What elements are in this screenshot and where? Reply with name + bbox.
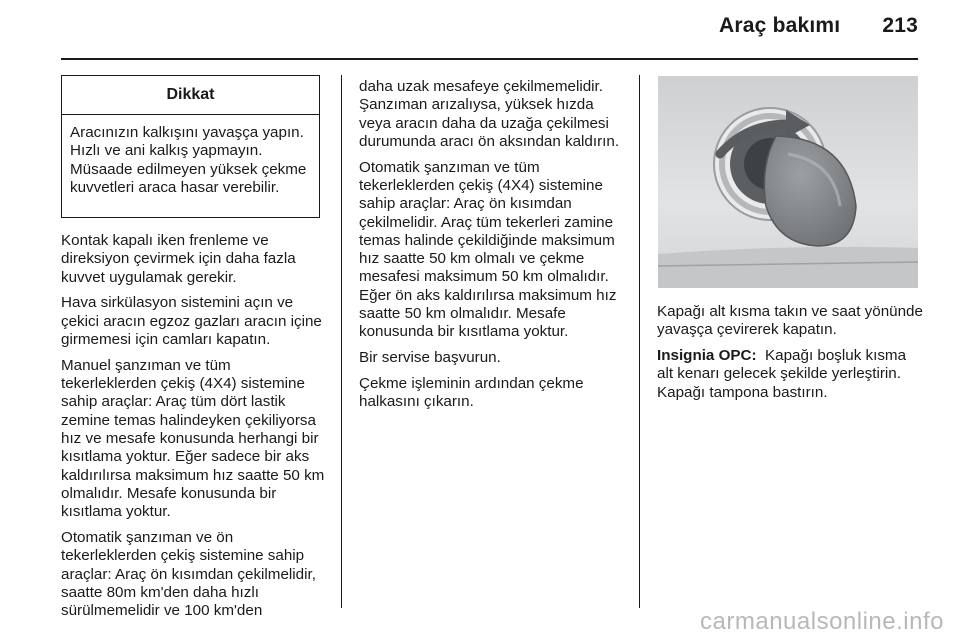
tow-cover-illustration <box>658 76 918 288</box>
header-rule <box>61 58 918 60</box>
paragraph: Otomatik şanzıman ve ön tekerleklerden çekiş sistemine sahip araçlar: Araç ön kısımdan çekilmelidir, saatte 80m km'den daha hızlı sürülmemelidir ve 100 km'den <box>61 528 316 620</box>
model-label: Insignia OPC: <box>657 347 757 365</box>
column-2 <box>359 78 625 419</box>
column-divider <box>639 75 640 608</box>
warning-box <box>61 75 320 218</box>
paragraph: Otomatik şanzıman ve tüm tekerleklerden çekiş (4X4) sistemine sahip araçlar: Araç ön kısımdan çekilmelidir. Araç tüm tekerleri zamine temas halinde çekildiğinde maksimum hız saatte 50 km olmalı ve çekme mesafesi maksimum 50 km olmalıdır. Eğer ön aks kaldırılırsa maksimum hız saatte 50 km olmalıdır. Mesafe konusunda bir kısıtlama yoktur. <box>359 158 617 341</box>
paragraph: daha uzak mesafeye çekilmemelidir. Şanzıman arızalıysa, yüksek hızda veya aracın daha da uzağa çekilmesi durumunda aracı ön aksından kaldırın. <box>359 78 620 150</box>
paragraph: Kontak kapalı iken frenleme ve direksiyon çevirmek için daha fazla kuvvet uygulamak gerekir. <box>61 232 296 286</box>
paragraph: Hava sirkülasyon sistemini açın ve çekici aracın egzoz gazları aracın içine girmemesi için camları kapatın. <box>61 294 322 348</box>
warning-text: Aracınızın kalkışını yavaşça yapın. Hızlı ve ani kalkış yapmayın. Müsaade edilmeyen yüksek çekme kuvvetleri araca hasar verebilir. <box>70 124 307 196</box>
paragraph-text: Kapağı boşluk kısma alt kenarı gelecek şekilde yerleştirin. Kapağı tampona bastırın. <box>657 347 907 401</box>
column-1 <box>61 232 327 628</box>
paragraph: Kapağı alt kısma takın ve saat yönünde yavaşça çevirerek kapatın. <box>657 303 923 339</box>
section-title: Araç bakımı <box>719 14 841 37</box>
paragraph: Bir servise başvurun. <box>359 349 501 367</box>
paragraph-insignia-opc <box>657 347 923 402</box>
page-header <box>719 14 918 38</box>
column-3 <box>657 303 923 409</box>
page-number: 213 <box>882 14 918 37</box>
tow-cover-drawing <box>658 76 918 288</box>
paragraph: Manuel şanzıman ve tüm tekerleklerden çekiş (4X4) sistemine sahip araçlar: Araç tüm dört lastik zemine temas halindeyken çekiliyorsa hız ve mesafe konusunda herhangi bir kısıtlama yoktur. Eğer sadece bir aks kaldırılırsa maksimum hız saatte 50 km olmalıdır. Mesafe konusunda bir kısıtlama yoktur. <box>61 356 325 521</box>
site-watermark: carmanualsonline.info <box>700 608 944 635</box>
paragraph: Çekme işleminin ardından çekme halkasını çıkarın. <box>359 374 584 411</box>
column-divider <box>341 75 342 608</box>
warning-title: Dikkat <box>62 76 319 115</box>
